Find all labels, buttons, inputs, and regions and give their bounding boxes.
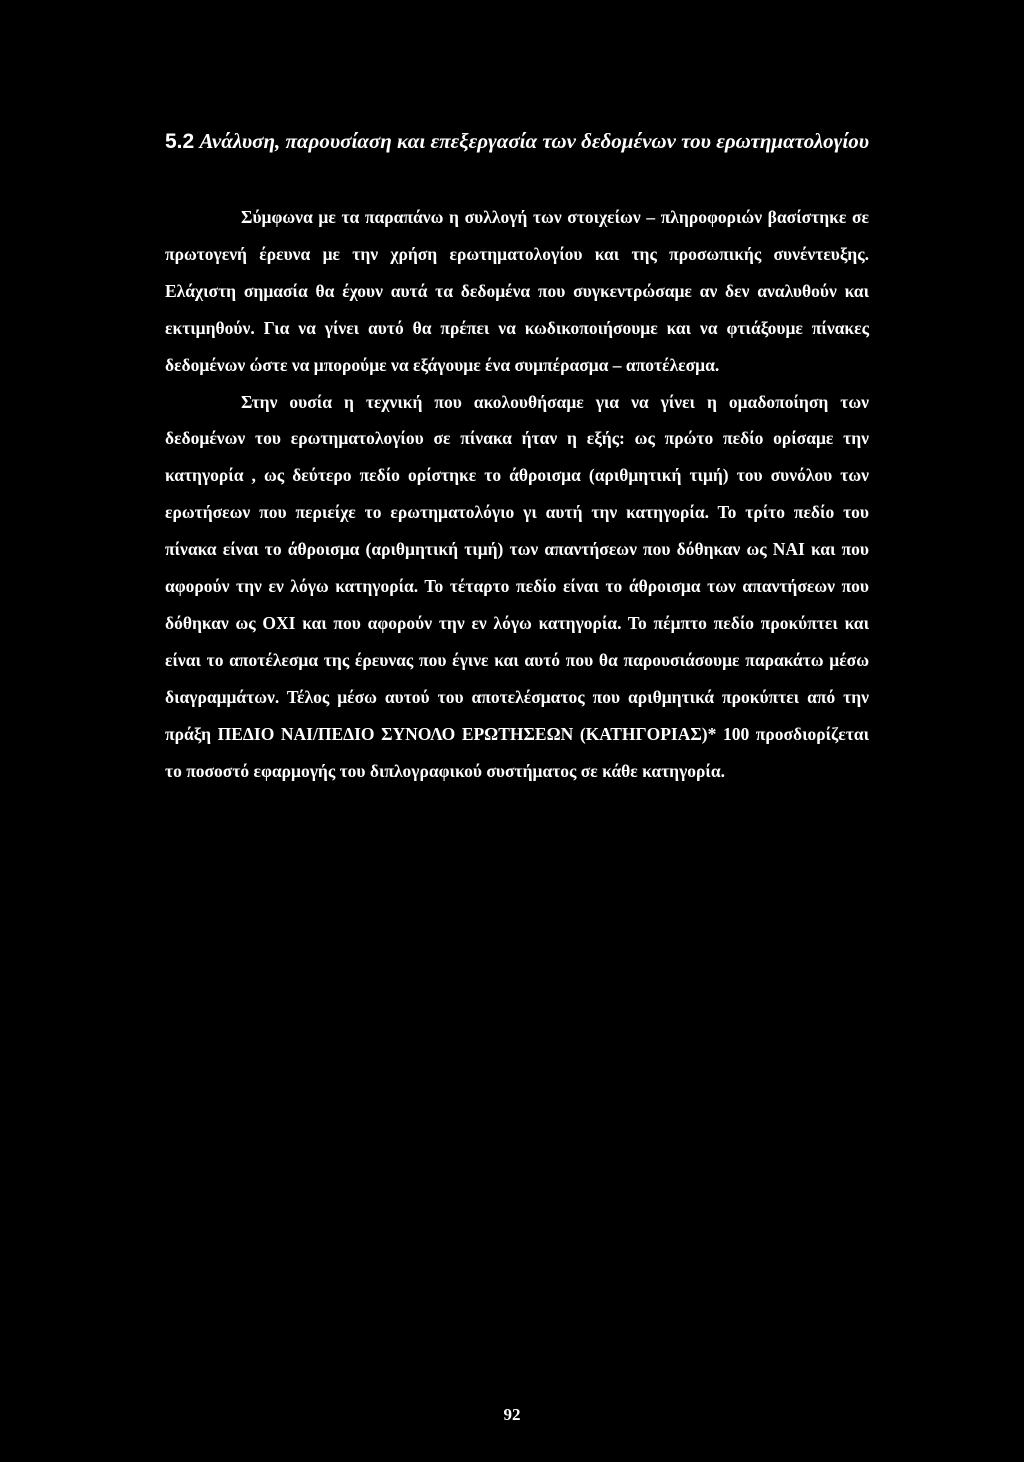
section-heading — [165, 124, 875, 159]
paragraph-1: Σύμφωνα με τα παραπάνω η συλλογή των στοιχείων – πληροφοριών βασίστηκε σε πρωτογενή έρευνα με την χρήση ερωτηματολογίου και της προσωπικής συνέντευξης. Ελάχιστη σημασία θα έχουν αυτά τα δεδομένα που συγκεντρώσαμε αν δεν αναλυθούν και εκτιμηθούν. Για να γίνει αυτό θα πρέπει να κωδικοποιήσουμε και να φτιάξουμε πίνακες δεδομένων ώστε να μπορούμε να εξάγουμε ένα συμπέρασμα – αποτέλεσμα. — [165, 207, 869, 375]
paragraph-2: Στην ουσία η τεχνική που ακολουθήσαμε για να γίνει η ομαδοποίηση των δεδομένων του ερωτηματολογίου σε πίνακα ήταν η εξής: ως πρώτο πεδίο ορίσαμε την κατηγορία , ως δεύτερο πεδίο ορίστηκε το άθροισμα (αριθμητική τιμή) του συνόλου των ερωτήσεων που περιείχε το ερωτηματολόγιο γι αυτή την κατηγορία. Το τρίτο πεδίο του πίνακα είναι το άθροισμα (αριθμητική τιμή) των απαντήσεων που δόθηκαν ως ΝΑΙ και που αφορούν την εν λόγω κατηγορία. Το τέταρτο πεδίο είναι το άθροισμα των απαντήσεων που δόθηκαν ως ΟΧΙ και που αφορούν την εν λόγω κατηγορία. Το πέμπτο πεδίο προκύπτει και είναι το αποτέλεσμα της έρευνας που έγινε και αυτό που θα παρουσιάσουμε παρακάτω μέσω διαγραμμάτων. Τέλος μέσω αυτού του αποτελέσματος που αριθμητικά προκύπτει από την πράξη ΠΕΔΙΟ ΝΑΙ/ΠΕΔΙΟ ΣΥΝΟΛΟ ΕΡΩΤΗΣΕΩΝ (ΚΑΤΗΓΟΡΙΑΣ)* 100 προσδιορίζεται το ποσοστό εφαρμογής του διπλογραφικού συστήματος σε κάθε κατηγορία. — [165, 391, 869, 781]
section-number: 5.2 — [165, 130, 195, 153]
section-title: Ανάλυση, παρουσίαση και επεξεργασία των δεδομένων του ερωτηματολογίου — [199, 129, 870, 153]
body-text — [165, 199, 869, 790]
page-number: 92 — [503, 1405, 521, 1424]
